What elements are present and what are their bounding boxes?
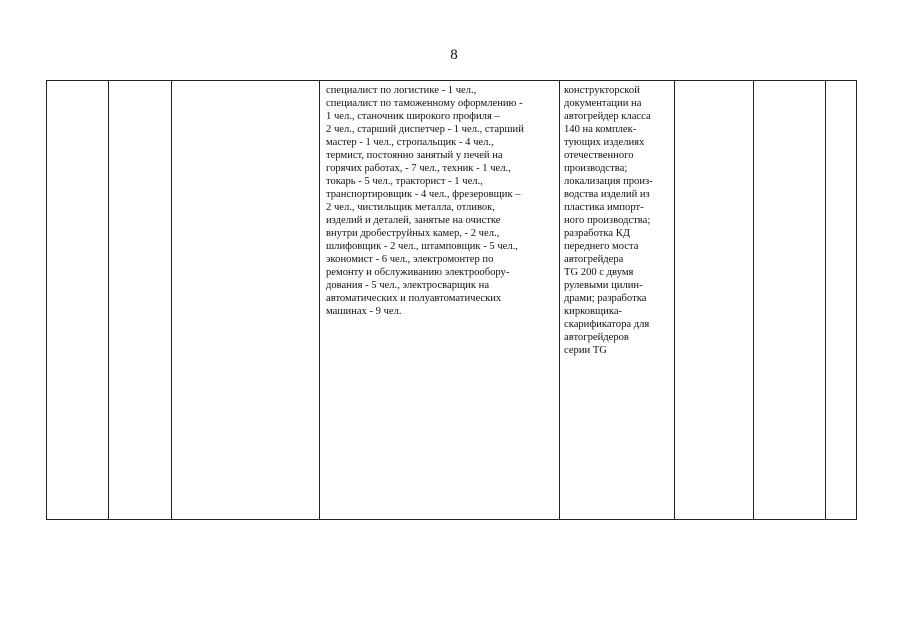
document-table	[46, 80, 857, 520]
page-number: 8	[450, 47, 458, 63]
table-cell-development	[560, 81, 675, 520]
table-cell-col2	[109, 81, 172, 520]
table-cell-col1	[47, 81, 109, 520]
table-cell-col8	[826, 81, 857, 520]
table-cell-col6	[675, 81, 754, 520]
personnel-list-text: специалист по логистике - 1 чел., специалист по таможенному оформлению - 1 чел., станочник широкого профиля – 2 чел., старший диспетчер - 1 чел., старший мастер - 1 чел., стропальщик - 4 чел., термист, постоянно занятый у печей на горячих работах, - 7 чел., техник - 1 чел., токарь - 5 чел., тракторист - 1 чел., транспортировщик - 4 чел., фрезеровщик – 2 чел., чистильщик металла, отливок, изделий и деталей, занятые на очистке внутри дробеструйных камер, - 2 чел., шлифовщик - 2 чел., штамповщик - 5 чел., экономист - 6 чел., электромонтер по ремонту и обслуживанию электрообору- дования - 5 чел., электросварщик на автоматических и полуавтоматических машинах - 9 чел.	[326, 85, 524, 317]
table-row	[47, 81, 857, 520]
table-cell-col3	[172, 81, 320, 520]
development-tasks-text: конструкторской документации на автогрейдер класса 140 на комплек- тующих изделиях отечественного производства; локализация произ- водства изделий из пластика импорт- ного производства; разработка КД переднего моста автогрейдера TG 200 с двумя рулевыми цилин- драми; разработка кирковщика- скарификатора для автогрейдеров серии TG	[564, 85, 653, 356]
table-cell-col7	[754, 81, 826, 520]
table-cell-personnel	[320, 81, 560, 520]
